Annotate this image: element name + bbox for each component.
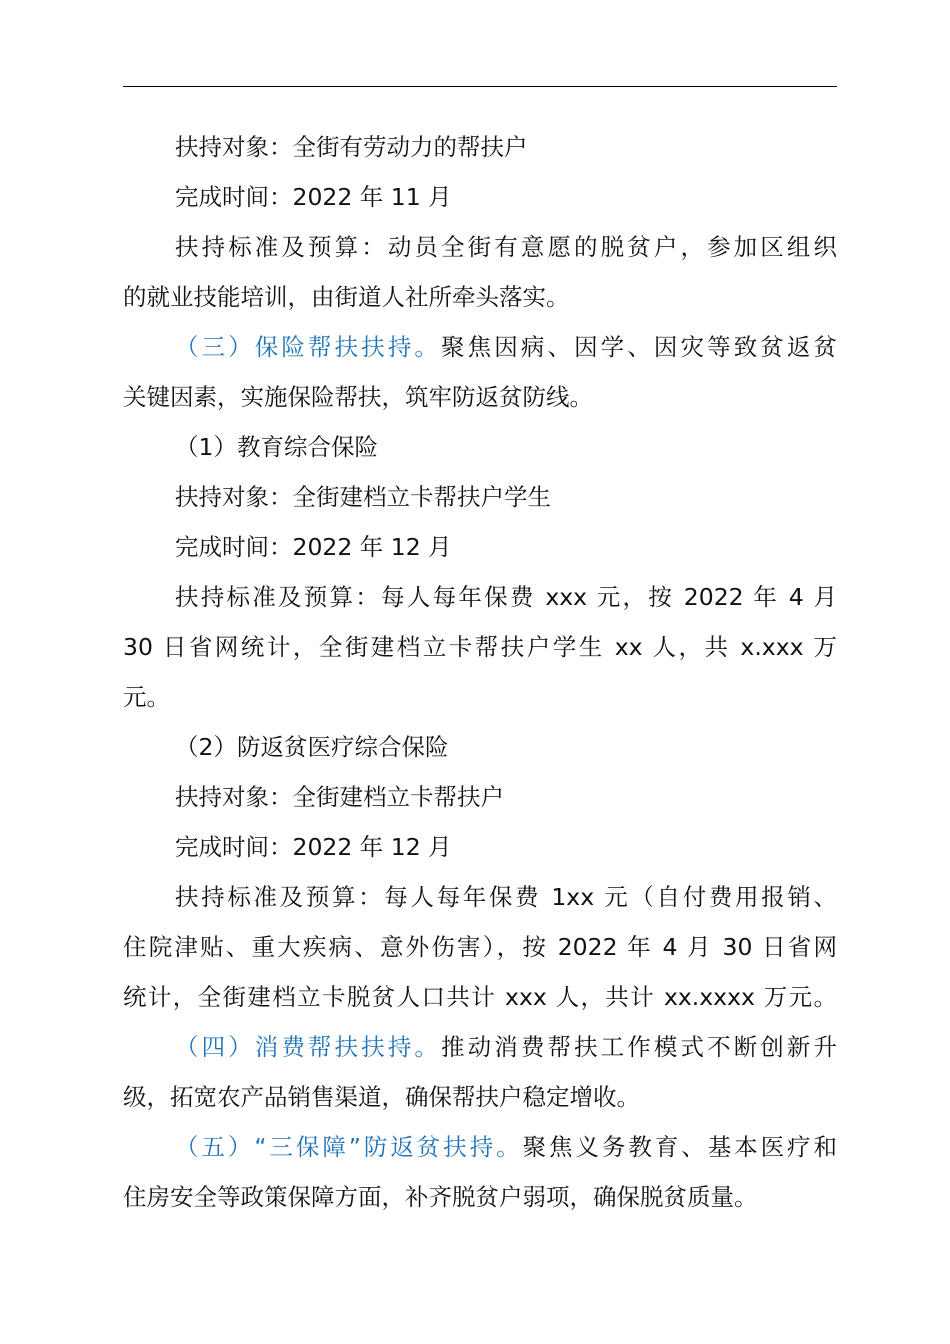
- paragraph-line: 住房安全等政策保障方面，补齐脱贫户弱项，确保脱贫质量。: [123, 1183, 758, 1211]
- paragraph-line: 关键因素，实施保险帮扶，筑牢防返贫防线。: [123, 383, 593, 411]
- paragraph-line: 扶持标准及预算：每人每年保费 1xx 元（自付费用报销、: [175, 883, 837, 911]
- paragraph-line: 30 日省网统计，全街建档立卡帮扶户学生 xx 人，共 x.xxx 万: [123, 633, 837, 661]
- paragraph-line: 扶持对象：全街建档立卡帮扶户学生: [175, 483, 551, 511]
- section-heading-line: （三）保险帮扶扶持。聚焦因病、因学、因灾等致贫返贫: [175, 333, 838, 361]
- subsection-title: （1）教育综合保险: [175, 433, 378, 461]
- paragraph-line: 扶持对象：全街有劳动力的帮扶户: [175, 133, 528, 161]
- paragraph-line: 扶持标准及预算：动员全街有意愿的脱贫户，参加区组织: [175, 233, 837, 261]
- paragraph-line: 扶持对象：全街建档立卡帮扶户: [175, 783, 504, 811]
- paragraph-line: 级，拓宽农产品销售渠道，确保帮扶户稳定增收。: [123, 1083, 640, 1111]
- paragraph-line: 住院津贴、重大疾病、意外伤害），按 2022 年 4 月 30 日省网: [123, 933, 837, 961]
- paragraph-line: 完成时间：2022 年 12 月: [175, 833, 452, 861]
- section-heading: （三）保险帮扶扶持。: [175, 333, 442, 361]
- paragraph-line: 的就业技能培训，由街道人社所牵头落实。: [123, 283, 570, 311]
- section-heading-line: （五）“三保障”防返贫扶持。聚焦义务教育、基本医疗和: [175, 1133, 837, 1161]
- paragraph-line: 完成时间：2022 年 11 月: [175, 183, 452, 211]
- paragraph-line: 元。: [123, 683, 170, 711]
- paragraph-line: 完成时间：2022 年 12 月: [175, 533, 452, 561]
- subsection-title: （2）防返贫医疗综合保险: [175, 733, 449, 761]
- section-heading: （五）“三保障”防返贫扶持。: [175, 1133, 523, 1161]
- paragraph-line: 统计，全街建档立卡脱贫人口共计 xxx 人，共计 xx.xxxx 万元。: [123, 983, 837, 1011]
- section-heading: （四）消费帮扶扶持。: [175, 1033, 442, 1061]
- section-heading-line: （四）消费帮扶扶持。推动消费帮扶工作模式不断创新升: [175, 1033, 838, 1061]
- header-rule: [123, 86, 837, 87]
- paragraph-line: 扶持标准及预算：每人每年保费 xxx 元，按 2022 年 4 月: [175, 583, 837, 611]
